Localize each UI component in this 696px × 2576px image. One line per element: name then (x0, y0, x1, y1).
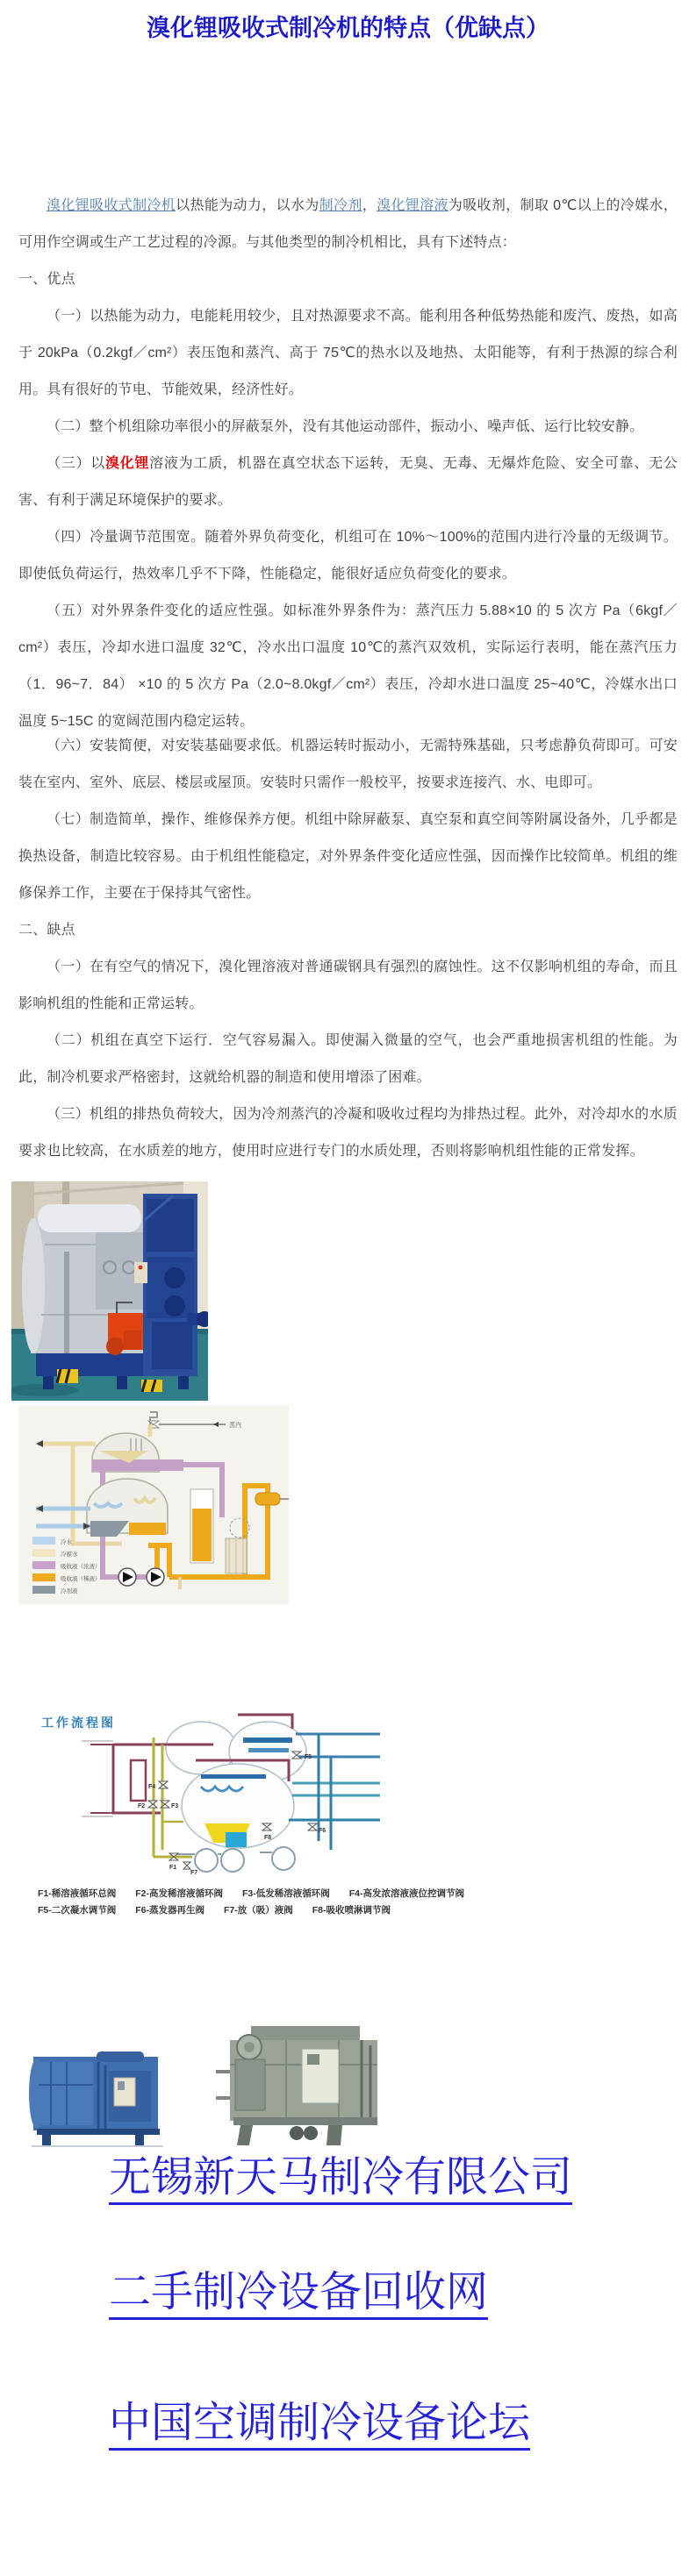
advantage-item-4: （四）冷量调节范围宽。随着外界负荷变化，机组可在 10%～100%的范围内进行冷量的无级调节。即使低负荷运行，热效率几乎不下降，性能稳定，能很好适应负荷变化的要求。 (18, 530, 678, 582)
valve-legend-item-f2: F2-高发稀溶液循环阀 (135, 1888, 223, 1899)
valve-legend-item-f3: F3-低发稀溶液循环阀 (242, 1888, 330, 1899)
valve-f3: F3 (171, 1803, 179, 1809)
intro-text-2: ， (362, 198, 377, 213)
legend-label-chilledwater: 冷媒水 (61, 1552, 78, 1558)
legend-swatch-strong-solution (32, 1561, 55, 1569)
workflow-title: 工作流程图 (41, 1716, 116, 1730)
valve-f4: F4 (148, 1784, 156, 1790)
footer-link-forum[interactable]: 中国空调制冷设备论坛 (109, 2400, 678, 2451)
valve-legend-item-f4: F4-高发浓溶液液位控调节阀 (348, 1888, 464, 1899)
intro-text-3: 为吸收剂，制取 0℃以上的冷媒水，可用作空调或生产工艺过程的冷源。与其他类型的制冷机相比，具有下述特点： (18, 198, 678, 250)
advantage-item-3 (18, 446, 678, 519)
workflow-diagram (29, 1709, 464, 1916)
legend-swatch-refrigerant (32, 1586, 55, 1594)
cycle-diagram-art (18, 1405, 289, 1604)
disadvantages-heading: 二、缺点 (18, 923, 75, 938)
valve-f2: F2 (138, 1803, 146, 1809)
legend-label-weak-solution: 吸收液（稀液） (61, 1576, 101, 1582)
legend-swatch-chilledwater (32, 1549, 55, 1557)
red-highlight-libr: 溴化锂 (104, 456, 150, 471)
legend-label-strong-solution: 吸收液（浓液） (61, 1564, 101, 1570)
cycle-diagram (18, 1405, 289, 1604)
advantage-3-post: 溶液为工质，机器在真空状态下运转，无臭、无毒、无爆炸危险、安全可靠、无公害、有利于满足环境保护的要求。 (18, 456, 678, 508)
intro-link-libr-solution[interactable]: 溴化锂溶液 (377, 198, 448, 213)
valve-legend-item-f6: F6-蒸发器再生阀 (135, 1905, 204, 1916)
disadvantage-item-3: （三）机组的排热负荷较大，因为冷剂蒸汽的冷凝和吸收过程均为排热过程。此外，对冷却水的水质要求也比较高，在水质差的地方，使用时应进行专门的水质处理，否则将影响机组性能的正常发挥。 (18, 1107, 678, 1159)
article-body (18, 188, 678, 1170)
valve-legend-row-2 (38, 1905, 398, 1916)
advantage-item-5: （五）对外界条件变化的适应性强。如标准外界条件为：蒸汽压力 5.88×10 的 5 次方 Pa（6kgf／cm²）表压，冷却水进口温度 32℃，冷水出口温度 10℃的蒸汽双效机，实际运行表明，能在蒸汽压力（1．96~7．84） ×10 的 5 次方 Pa（2.0~8.0kgf／cm²）表压，冷却水进口温度 25~40℃，冷媒水出口温度 5~15C 的宽阔范围内稳定运转。 (18, 603, 678, 729)
chiller-photo-factory-art (11, 1181, 208, 1401)
legend-swatch-coldwater (32, 1537, 55, 1545)
intro-link-refrigerant[interactable]: 制冷剂 (319, 198, 362, 213)
valve-f5: F5 (305, 1754, 312, 1760)
valve-legend-item-f5: F5-二次凝水调节阀 (38, 1905, 117, 1916)
footer-link-recycle-site[interactable]: 二手制冷设备回收网 (109, 2269, 678, 2320)
intro-text-1: 以热能为动力，以水为 (176, 198, 319, 213)
disadvantage-item-1: （一）在有空气的情况下，溴化锂溶液对普通碳钢具有强烈的腐蚀性。这不仅影响机组的寿命，而且影响机组的性能和正常运转。 (18, 960, 678, 1011)
steam-label: 蒸汽 (229, 1423, 241, 1429)
intro-paragraph (18, 188, 678, 261)
chiller-photo-blue-art (25, 2039, 170, 2149)
valve-legend (29, 1888, 464, 1916)
valve-f7: F7 (190, 1870, 198, 1876)
footer-link-company[interactable]: 无锡新天马制冷有限公司 (109, 2154, 678, 2205)
advantages-heading: 一、优点 (18, 272, 75, 287)
valve-legend-item-f1: F1-稀溶液循环总阀 (38, 1888, 117, 1899)
chiller-photo-gray-unit (198, 2019, 397, 2149)
valve-legend-item-f7: F7-放（吸）液阀 (224, 1905, 293, 1916)
product-photo-row (18, 2019, 678, 2149)
legend-label-coldwater: 冷水 (61, 1539, 72, 1545)
valve-legend-item-f8: F8-吸收喷淋调节阀 (312, 1905, 391, 1916)
advantage-item-7: （七）制造简单，操作、维修保养方便。机组中除屏蔽泵、真空泵和真空间等附属设备外，几乎都是换热设备，制造比较容易。由于机组性能稳定，对外界条件变化适应性强，因而操作比较简单。机组的维修保养工作，主要在于保持其气密性。 (18, 812, 678, 901)
chiller-photo-factory (11, 1181, 208, 1401)
valve-f6: F6 (319, 1828, 326, 1834)
valve-legend-row-1 (38, 1888, 464, 1900)
chiller-photo-blue-unit (25, 2039, 170, 2149)
intro-link-libr-machine[interactable]: 溴化锂吸收式制冷机 (47, 198, 176, 213)
footer-links (109, 2154, 678, 2451)
disadvantage-item-2: （二）机组在真空下运行．空气容易漏入。即使漏入微量的空气，也会严重地损害机组的性能。为此，制冷机要求严格密封，这就给机器的制造和使用增添了困难。 (18, 1033, 678, 1085)
workflow-diagram-art (29, 1709, 386, 1880)
advantage-3-pre: （三）以 (47, 456, 105, 471)
advantage-item-1: （一）以热能为动力，电能耗用较少，且对热源要求不高。能利用各种低势热能和废汽、废热，如高于 20kPa（0.2kgf／cm²）表压饱和蒸汽、高于 75℃的热水以及地热、太阳能等，有利于热源的综合利用。具有很好的节电、节能效果，经济性好。 (18, 309, 678, 397)
advantage-item-2: （二）整个机组除功率很小的屏蔽泵外，没有其他运动部件，振动小、噪声低、运行比较安静。 (47, 419, 644, 434)
valve-f1: F1 (169, 1865, 177, 1871)
page-title: 溴化锂吸收式制冷机的特点（优缺点） (147, 15, 549, 41)
chiller-photo-gray-art (198, 2019, 397, 2149)
advantage-item-6: （六）安装简便，对安装基础要求低。机器运转时振动小，无需特殊基础，只考虑静负荷即可。可安装在室内、室外、底层、楼层或屋顶。安装时只需作一般校平，按要求连接汽、水、电即可。 (18, 739, 678, 790)
legend-label-refrigerant: 冷剂液 (61, 1588, 78, 1595)
valve-f8: F8 (264, 1835, 272, 1841)
legend-swatch-weak-solution (32, 1573, 55, 1581)
